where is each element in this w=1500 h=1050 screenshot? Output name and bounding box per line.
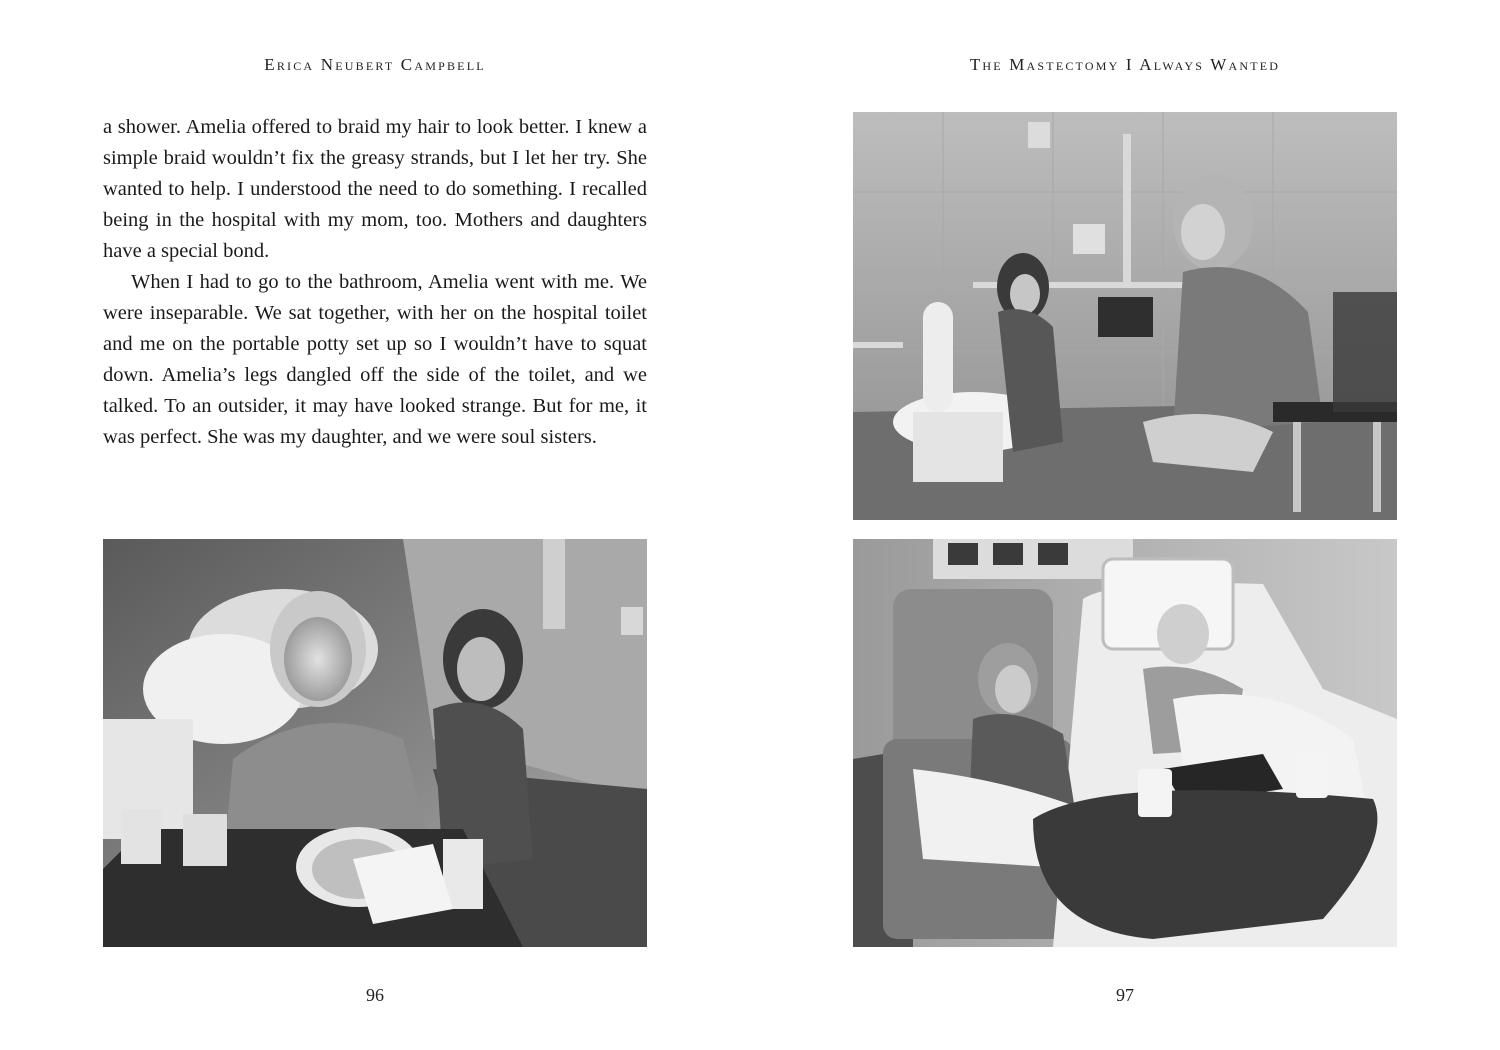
running-head-title: The Mastectomy I Always Wanted bbox=[969, 55, 1281, 74]
paragraph-1: a shower. Amelia offered to braid my hair to look better. I knew a simple braid wouldn’t fix the greasy strands, but I let her try. She wanted to help. I understood the need to do something. I recalled being in the hospital with my mom, too. Mothers and daughters have a special bond. bbox=[103, 116, 647, 262]
page-number-left: 96 bbox=[366, 985, 384, 1005]
paragraph-2: When I had to go to the bathroom, Amelia went with me. We were inseparable. We sat together, with her on the hospital toilet and me on the portable potty set up so I wouldn’t have to squat down. Amelia’s legs dangled off the side of the toilet, and we talked. To an outsider, it may have looked strange. But for me, it was perfect. She was my daughter, and we were soul sisters. bbox=[103, 271, 647, 448]
running-head-author: Erica Neubert Campbell bbox=[264, 55, 486, 74]
photo-hospital-bed-braiding bbox=[103, 539, 647, 947]
page-number-right: 97 bbox=[1116, 985, 1134, 1005]
body-text bbox=[103, 112, 647, 453]
photo-hospital-room-bed bbox=[853, 539, 1397, 947]
right-page bbox=[750, 0, 1500, 1050]
photo-hospital-bathroom bbox=[853, 112, 1397, 520]
